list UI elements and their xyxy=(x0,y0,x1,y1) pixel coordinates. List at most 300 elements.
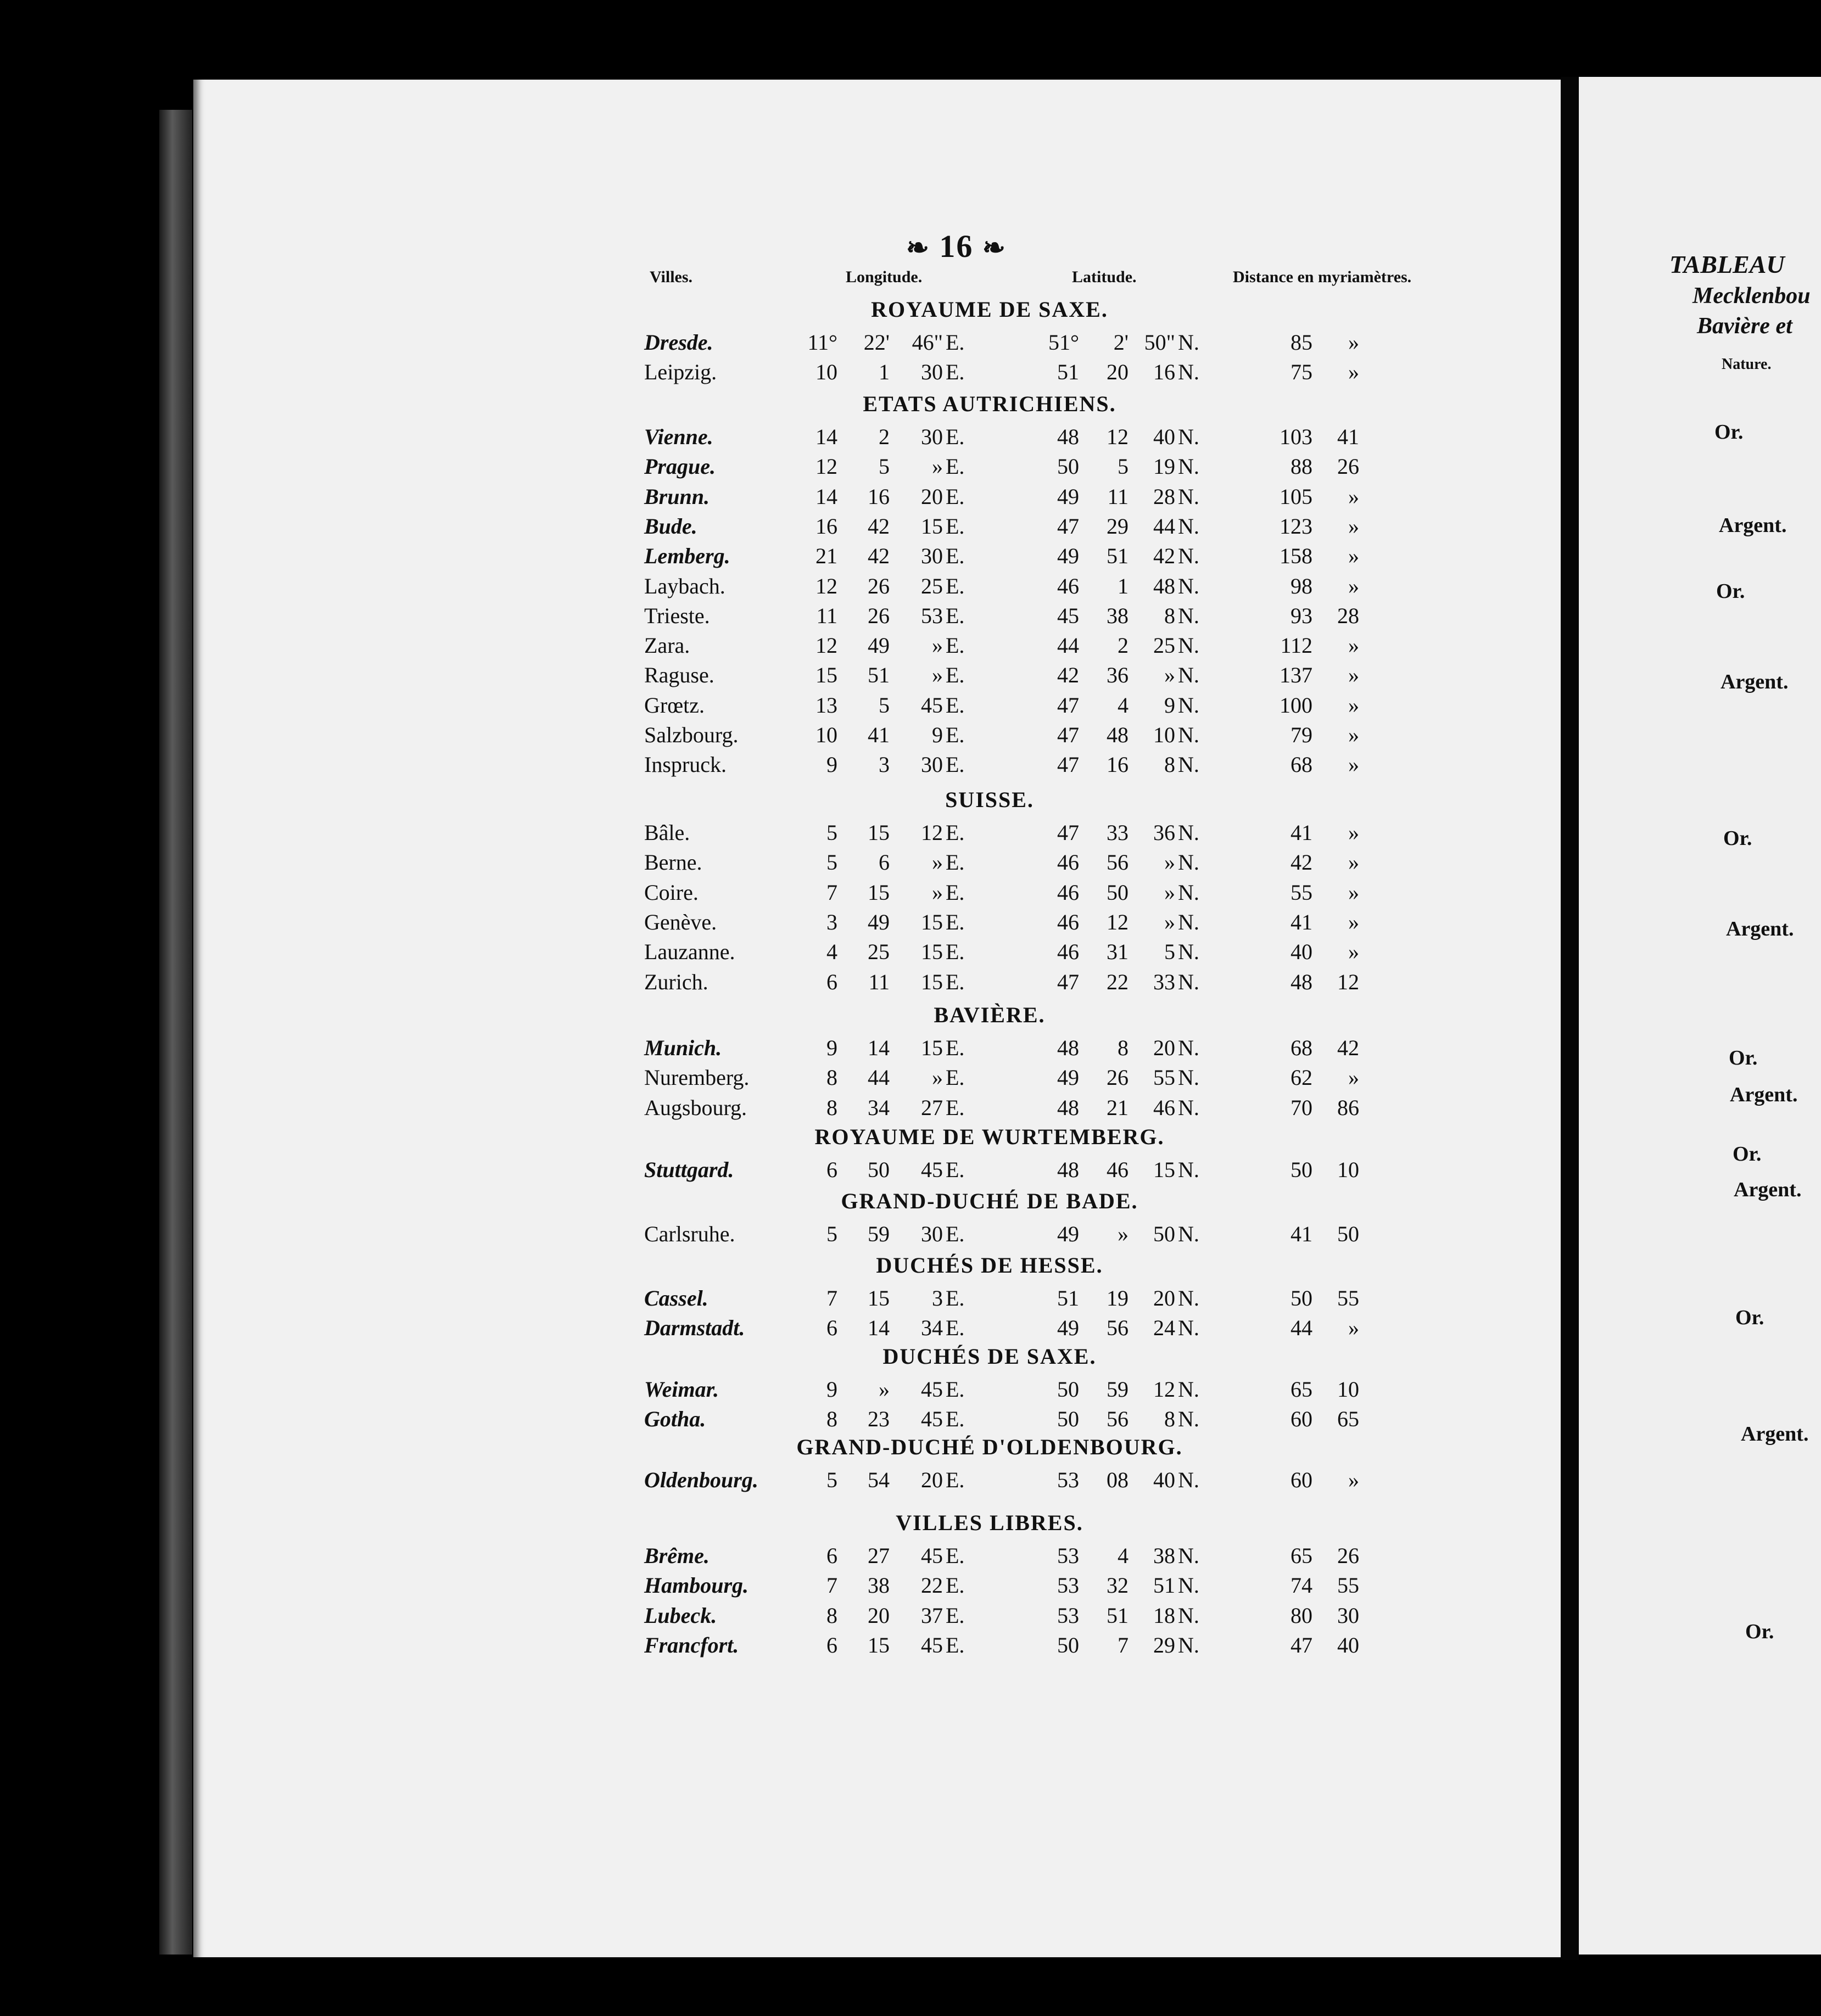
table-row xyxy=(0,424,1561,451)
latitude-minutes: 5 xyxy=(1118,454,1129,479)
latitude-minutes: 31 xyxy=(1107,939,1129,965)
distance-fraction: » xyxy=(1348,544,1359,569)
latitude-hemisphere: N. xyxy=(1178,1095,1199,1120)
distance-fraction: » xyxy=(1348,360,1359,385)
longitude-seconds: 15 xyxy=(921,969,943,994)
longitude-seconds: 30 xyxy=(921,360,943,385)
latitude-seconds: 8 xyxy=(1164,603,1175,628)
longitude-seconds: 30 xyxy=(921,424,943,449)
longitude-seconds: 12 xyxy=(921,820,943,845)
longitude-hemisphere: E. xyxy=(946,330,965,355)
latitude-degrees: 51° xyxy=(1048,330,1079,355)
longitude-minutes: 59 xyxy=(868,1222,890,1246)
distance-myriametres: 80 xyxy=(1291,1603,1312,1628)
latitude-seconds: 12 xyxy=(1153,1377,1175,1402)
latitude-hemisphere: N. xyxy=(1178,513,1199,539)
distance-fraction: 55 xyxy=(1337,1573,1359,1598)
latitude-seconds: 51 xyxy=(1153,1573,1175,1598)
distance-myriametres: 137 xyxy=(1280,663,1312,688)
city-name: Zara. xyxy=(644,633,690,658)
longitude-hemisphere: E. xyxy=(946,360,965,385)
right-page-entry: Or. xyxy=(1723,827,1752,850)
latitude-seconds: 18 xyxy=(1153,1603,1175,1628)
longitude-hemisphere: E. xyxy=(946,1377,965,1402)
longitude-minutes: 42 xyxy=(868,513,890,539)
latitude-degrees: 48 xyxy=(1057,1095,1079,1120)
longitude-minutes: 16 xyxy=(868,484,890,509)
latitude-minutes: » xyxy=(1118,1222,1129,1246)
latitude-degrees: 46 xyxy=(1057,939,1079,965)
ornament-left-icon: ❧ xyxy=(906,232,930,263)
distance-fraction: 10 xyxy=(1337,1157,1359,1182)
longitude-degrees: 7 xyxy=(826,880,837,905)
latitude-seconds: 25 xyxy=(1153,633,1175,658)
latitude-minutes: 1 xyxy=(1118,573,1129,598)
table-row xyxy=(0,1095,1561,1122)
latitude-hemisphere: N. xyxy=(1178,360,1199,385)
latitude-hemisphere: N. xyxy=(1178,1573,1199,1598)
right-page-entry: Or. xyxy=(1716,580,1745,603)
longitude-hemisphere: E. xyxy=(946,663,965,688)
longitude-hemisphere: E. xyxy=(946,692,965,718)
latitude-hemisphere: N. xyxy=(1178,909,1199,934)
longitude-minutes: 49 xyxy=(868,909,890,934)
longitude-hemisphere: E. xyxy=(946,1632,965,1657)
distance-fraction: 40 xyxy=(1337,1632,1359,1657)
distance-myriametres: 47 xyxy=(1291,1632,1312,1657)
longitude-degrees: 8 xyxy=(826,1407,837,1432)
longitude-minutes: 41 xyxy=(868,723,890,747)
longitude-degrees: 7 xyxy=(826,1286,837,1311)
latitude-minutes: 8 xyxy=(1118,1035,1129,1060)
latitude-seconds: 33 xyxy=(1153,969,1175,994)
latitude-minutes: 26 xyxy=(1107,1065,1129,1090)
longitude-seconds: 45 xyxy=(921,692,943,718)
latitude-minutes: 22 xyxy=(1107,969,1129,994)
longitude-degrees: 5 xyxy=(826,820,837,845)
city-name: Weimar. xyxy=(644,1377,719,1402)
longitude-seconds: 15 xyxy=(921,909,943,934)
distance-myriametres: 41 xyxy=(1291,820,1312,845)
longitude-seconds: 3 xyxy=(932,1286,943,1311)
latitude-seconds: 55 xyxy=(1153,1065,1175,1090)
longitude-hemisphere: E. xyxy=(946,939,965,965)
city-name: Bâle. xyxy=(644,820,690,845)
longitude-seconds: 45 xyxy=(921,1157,943,1182)
latitude-seconds: 24 xyxy=(1153,1315,1175,1341)
latitude-degrees: 53 xyxy=(1057,1573,1079,1598)
latitude-minutes: 46 xyxy=(1107,1157,1129,1182)
latitude-seconds: 28 xyxy=(1153,484,1175,509)
longitude-minutes: 15 xyxy=(868,1632,890,1657)
longitude-seconds: 45 xyxy=(921,1377,943,1402)
section-title: GRAND-DUCHÉ DE BADE. xyxy=(841,1189,1138,1213)
latitude-degrees: 44 xyxy=(1057,633,1079,658)
latitude-seconds: 40 xyxy=(1153,1468,1175,1492)
latitude-minutes: 51 xyxy=(1107,1603,1129,1628)
longitude-degrees: 12 xyxy=(815,573,837,598)
latitude-seconds: 20 xyxy=(1153,1286,1175,1311)
latitude-degrees: 49 xyxy=(1057,1065,1079,1090)
city-name: Francfort. xyxy=(644,1632,739,1657)
longitude-minutes: 26 xyxy=(868,573,890,598)
table-row xyxy=(0,849,1561,877)
latitude-hemisphere: N. xyxy=(1178,454,1199,479)
longitude-degrees: 8 xyxy=(826,1095,837,1120)
right-page-title: TABLEAU xyxy=(1669,250,1785,278)
latitude-degrees: 45 xyxy=(1057,603,1079,628)
distance-myriametres: 40 xyxy=(1291,939,1312,965)
longitude-degrees: 13 xyxy=(815,692,837,718)
table-row xyxy=(0,329,1561,357)
longitude-hemisphere: E. xyxy=(946,752,965,777)
distance-myriametres: 50 xyxy=(1291,1286,1312,1311)
latitude-degrees: 47 xyxy=(1057,723,1079,747)
distance-myriametres: 41 xyxy=(1291,1222,1312,1246)
city-name: Brême. xyxy=(644,1543,710,1568)
city-name: Laybach. xyxy=(644,573,725,598)
right-page-entry: Or. xyxy=(1714,421,1744,444)
latitude-hemisphere: N. xyxy=(1178,850,1199,875)
longitude-degrees: 6 xyxy=(826,1543,837,1568)
latitude-seconds: 20 xyxy=(1153,1035,1175,1060)
latitude-minutes: 59 xyxy=(1107,1377,1129,1402)
longitude-seconds: » xyxy=(932,454,943,479)
longitude-degrees: 14 xyxy=(815,484,837,509)
distance-fraction: » xyxy=(1348,633,1359,658)
longitude-degrees: 6 xyxy=(826,969,837,994)
longitude-degrees: 4 xyxy=(826,939,837,965)
longitude-hemisphere: E. xyxy=(946,1573,965,1598)
latitude-seconds: 29 xyxy=(1153,1632,1175,1657)
latitude-minutes: 2 xyxy=(1118,633,1129,658)
latitude-degrees: 42 xyxy=(1057,663,1079,688)
city-name: Coire. xyxy=(644,880,699,905)
longitude-seconds: » xyxy=(932,850,943,875)
longitude-minutes: 34 xyxy=(868,1095,890,1120)
latitude-degrees: 47 xyxy=(1057,752,1079,777)
latitude-seconds: 8 xyxy=(1164,752,1175,777)
latitude-hemisphere: N. xyxy=(1178,1065,1199,1090)
longitude-minutes: 42 xyxy=(868,544,890,569)
longitude-minutes: 2 xyxy=(879,424,890,449)
section-title: VILLES LIBRES. xyxy=(896,1510,1083,1535)
latitude-minutes: 4 xyxy=(1118,692,1129,718)
latitude-seconds: 50 xyxy=(1153,1222,1175,1246)
latitude-hemisphere: N. xyxy=(1178,1632,1199,1657)
city-name: Gotha. xyxy=(644,1407,706,1432)
longitude-degrees: 12 xyxy=(815,633,837,658)
distance-myriametres: 70 xyxy=(1291,1095,1312,1120)
longitude-seconds: 20 xyxy=(921,484,943,509)
distance-fraction: 55 xyxy=(1337,1286,1359,1311)
longitude-hemisphere: E. xyxy=(946,454,965,479)
latitude-seconds: 9 xyxy=(1164,692,1175,718)
latitude-seconds: 40 xyxy=(1153,424,1175,449)
right-page-entry: Argent. xyxy=(1734,1178,1802,1201)
longitude-hemisphere: E. xyxy=(946,1603,965,1628)
distance-myriametres: 60 xyxy=(1291,1407,1312,1432)
latitude-degrees: 47 xyxy=(1057,969,1079,994)
distance-myriametres: 68 xyxy=(1291,1035,1312,1060)
latitude-minutes: 16 xyxy=(1107,752,1129,777)
distance-fraction: 26 xyxy=(1337,1543,1359,1568)
longitude-degrees: 9 xyxy=(826,1377,837,1402)
latitude-hemisphere: N. xyxy=(1178,723,1199,747)
table-row xyxy=(0,1603,1561,1630)
longitude-minutes: 26 xyxy=(868,603,890,628)
longitude-degrees: 6 xyxy=(826,1157,837,1182)
longitude-hemisphere: E. xyxy=(946,820,965,845)
distance-myriametres: 48 xyxy=(1291,969,1312,994)
latitude-minutes: 38 xyxy=(1107,603,1129,628)
longitude-minutes: » xyxy=(879,1377,890,1402)
distance-myriametres: 103 xyxy=(1280,424,1312,449)
table-row xyxy=(0,632,1561,660)
latitude-seconds: 8 xyxy=(1164,1407,1175,1432)
longitude-seconds: » xyxy=(932,880,943,905)
longitude-seconds: 30 xyxy=(921,1222,943,1246)
longitude-minutes: 27 xyxy=(868,1543,890,1568)
latitude-minutes: 56 xyxy=(1107,850,1129,875)
latitude-hemisphere: N. xyxy=(1178,1377,1199,1402)
city-name: Raguse. xyxy=(644,663,714,688)
latitude-hemisphere: N. xyxy=(1178,484,1199,509)
longitude-seconds: 27 xyxy=(921,1095,943,1120)
table-row xyxy=(0,662,1561,690)
section-title: ETATS AUTRICHIENS. xyxy=(863,391,1116,416)
distance-myriametres: 105 xyxy=(1280,484,1312,509)
longitude-seconds: » xyxy=(932,663,943,688)
longitude-seconds: 15 xyxy=(921,513,943,539)
latitude-degrees: 50 xyxy=(1057,1632,1079,1657)
longitude-hemisphere: E. xyxy=(946,1222,965,1246)
distance-fraction: » xyxy=(1348,1065,1359,1090)
distance-fraction: 41 xyxy=(1337,424,1359,449)
latitude-hemisphere: N. xyxy=(1178,692,1199,718)
latitude-degrees: 53 xyxy=(1057,1468,1079,1492)
right-page xyxy=(1579,77,1821,1955)
distance-myriametres: 60 xyxy=(1291,1468,1312,1492)
latitude-minutes: 32 xyxy=(1107,1573,1129,1598)
right-page-entry: Or. xyxy=(1745,1620,1774,1643)
longitude-minutes: 15 xyxy=(868,820,890,845)
table-row xyxy=(0,722,1561,749)
distance-fraction: 50 xyxy=(1337,1222,1359,1246)
table-row xyxy=(0,1632,1561,1660)
latitude-seconds: 44 xyxy=(1153,513,1175,539)
distance-myriametres: 65 xyxy=(1291,1543,1312,1568)
longitude-minutes: 51 xyxy=(868,663,890,688)
distance-fraction: » xyxy=(1348,820,1359,845)
city-name: Lauzanne. xyxy=(644,939,735,965)
longitude-hemisphere: E. xyxy=(946,1035,965,1060)
longitude-degrees: 15 xyxy=(815,663,837,688)
distance-fraction: » xyxy=(1348,513,1359,539)
latitude-hemisphere: N. xyxy=(1178,1603,1199,1628)
longitude-minutes: 54 xyxy=(868,1468,890,1492)
distance-myriametres: 79 xyxy=(1291,723,1312,747)
longitude-minutes: 22' xyxy=(863,330,890,355)
city-name: Prague. xyxy=(644,454,716,479)
section-title: BAVIÈRE. xyxy=(934,1003,1046,1027)
latitude-seconds: » xyxy=(1164,850,1175,875)
distance-myriametres: 100 xyxy=(1280,692,1312,718)
latitude-degrees: 46 xyxy=(1057,880,1079,905)
latitude-seconds: 42 xyxy=(1153,544,1175,569)
latitude-degrees: 49 xyxy=(1057,484,1079,509)
latitude-minutes: 50 xyxy=(1107,880,1129,905)
city-name: Lubeck. xyxy=(644,1603,717,1628)
table-row xyxy=(0,573,1561,601)
longitude-degrees: 12 xyxy=(815,454,837,479)
column-header-longitude: Longitude. xyxy=(846,268,923,286)
distance-fraction: » xyxy=(1348,663,1359,688)
city-name: Grœtz. xyxy=(644,692,705,718)
longitude-degrees: 6 xyxy=(826,1632,837,1657)
longitude-seconds: 30 xyxy=(921,752,943,777)
latitude-hemisphere: N. xyxy=(1178,1543,1199,1568)
table-row xyxy=(0,880,1561,907)
longitude-minutes: 15 xyxy=(868,1286,890,1311)
right-page-entry: Argent. xyxy=(1741,1423,1809,1446)
longitude-seconds: 37 xyxy=(921,1603,943,1628)
table-row xyxy=(0,1035,1561,1062)
latitude-seconds: 46 xyxy=(1153,1095,1175,1120)
distance-myriametres: 62 xyxy=(1291,1065,1312,1090)
city-name: Vienne. xyxy=(644,424,713,449)
longitude-degrees: 8 xyxy=(826,1603,837,1628)
city-name: Inspruck. xyxy=(644,752,727,777)
latitude-hemisphere: N. xyxy=(1178,752,1199,777)
distance-myriametres: 112 xyxy=(1280,633,1312,658)
latitude-seconds: 48 xyxy=(1153,573,1175,598)
longitude-minutes: 15 xyxy=(868,880,890,905)
longitude-hemisphere: E. xyxy=(946,424,965,449)
city-name: Bude. xyxy=(644,513,697,539)
distance-fraction: 65 xyxy=(1337,1407,1359,1432)
latitude-degrees: 50 xyxy=(1057,1377,1079,1402)
longitude-hemisphere: E. xyxy=(946,1286,965,1311)
section-title: ROYAUME DE WURTEMBERG. xyxy=(814,1124,1165,1149)
latitude-hemisphere: N. xyxy=(1178,1035,1199,1060)
latitude-degrees: 50 xyxy=(1057,1407,1079,1432)
longitude-hemisphere: E. xyxy=(946,1315,965,1341)
table-row xyxy=(0,939,1561,966)
longitude-minutes: 11 xyxy=(868,969,890,994)
longitude-minutes: 6 xyxy=(879,850,890,875)
distance-myriametres: 65 xyxy=(1291,1377,1312,1402)
latitude-seconds: 5 xyxy=(1164,939,1175,965)
latitude-minutes: 19 xyxy=(1107,1286,1129,1311)
distance-myriametres: 158 xyxy=(1280,544,1312,569)
longitude-degrees: 9 xyxy=(826,1035,837,1060)
right-page-entry: Argent. xyxy=(1726,917,1794,940)
latitude-degrees: 47 xyxy=(1057,692,1079,718)
longitude-seconds: 34 xyxy=(921,1315,943,1341)
table-row xyxy=(0,1285,1561,1313)
right-page-entry: Argent. xyxy=(1719,514,1787,537)
distance-myriametres: 41 xyxy=(1291,909,1312,934)
longitude-hemisphere: E. xyxy=(946,909,965,934)
longitude-minutes: 3 xyxy=(879,752,890,777)
city-name: Lemberg. xyxy=(644,544,730,569)
latitude-minutes: 36 xyxy=(1107,663,1129,688)
longitude-hemisphere: E. xyxy=(946,1095,965,1120)
right-page-subtitle-1: Mecklenbou xyxy=(1692,283,1811,309)
table-row xyxy=(0,1315,1561,1342)
distance-fraction: » xyxy=(1348,484,1359,509)
distance-fraction: » xyxy=(1348,752,1359,777)
latitude-degrees: 49 xyxy=(1057,1222,1079,1246)
latitude-minutes: 21 xyxy=(1107,1095,1129,1120)
distance-myriametres: 85 xyxy=(1291,330,1312,355)
longitude-minutes: 38 xyxy=(868,1573,890,1598)
column-header-villes: Villes. xyxy=(650,268,693,286)
longitude-degrees: 8 xyxy=(826,1065,837,1090)
latitude-degrees: 46 xyxy=(1057,909,1079,934)
distance-fraction: » xyxy=(1348,573,1359,598)
latitude-hemisphere: N. xyxy=(1178,969,1199,994)
city-name: Salzbourg. xyxy=(644,723,739,747)
distance-fraction: 42 xyxy=(1337,1035,1359,1060)
city-name: Munich. xyxy=(644,1035,722,1060)
longitude-minutes: 23 xyxy=(868,1407,890,1432)
latitude-degrees: 50 xyxy=(1057,454,1079,479)
longitude-minutes: 14 xyxy=(868,1315,890,1341)
city-name: Leipzig. xyxy=(644,360,717,385)
city-name: Augsbourg. xyxy=(644,1095,747,1120)
latitude-hemisphere: N. xyxy=(1178,603,1199,628)
distance-fraction: » xyxy=(1348,1468,1359,1492)
distance-fraction: » xyxy=(1348,850,1359,875)
city-name: Dresde. xyxy=(644,330,713,355)
distance-fraction: 26 xyxy=(1337,454,1359,479)
latitude-hemisphere: N. xyxy=(1178,1468,1199,1492)
longitude-degrees: 3 xyxy=(826,909,837,934)
longitude-seconds: 30 xyxy=(921,544,943,569)
longitude-minutes: 49 xyxy=(868,633,890,658)
longitude-hemisphere: E. xyxy=(946,603,965,628)
latitude-seconds: 19 xyxy=(1153,454,1175,479)
table-row xyxy=(0,513,1561,541)
city-name: Nuremberg. xyxy=(644,1065,750,1090)
city-name: Darmstadt. xyxy=(644,1315,745,1341)
longitude-hemisphere: E. xyxy=(946,1065,965,1090)
right-page-entry: Argent. xyxy=(1721,670,1789,693)
distance-fraction: 10 xyxy=(1337,1377,1359,1402)
section-title: SUISSE. xyxy=(945,787,1034,812)
distance-myriametres: 68 xyxy=(1291,752,1312,777)
latitude-degrees: 51 xyxy=(1057,1286,1079,1311)
distance-fraction: » xyxy=(1348,880,1359,905)
distance-myriametres: 55 xyxy=(1291,880,1312,905)
table-row xyxy=(0,1467,1561,1494)
longitude-minutes: 5 xyxy=(879,454,890,479)
latitude-seconds: 36 xyxy=(1153,820,1175,845)
right-page-entry: Or. xyxy=(1735,1306,1764,1329)
distance-fraction: » xyxy=(1348,939,1359,965)
longitude-hemisphere: E. xyxy=(946,880,965,905)
longitude-hemisphere: E. xyxy=(946,573,965,598)
distance-fraction: 30 xyxy=(1337,1603,1359,1628)
table-row xyxy=(0,909,1561,937)
longitude-degrees: 6 xyxy=(826,1315,837,1341)
latitude-minutes: 48 xyxy=(1107,723,1129,747)
latitude-seconds: 10 xyxy=(1153,723,1175,747)
latitude-seconds: 38 xyxy=(1153,1543,1175,1568)
latitude-hemisphere: N. xyxy=(1178,573,1199,598)
